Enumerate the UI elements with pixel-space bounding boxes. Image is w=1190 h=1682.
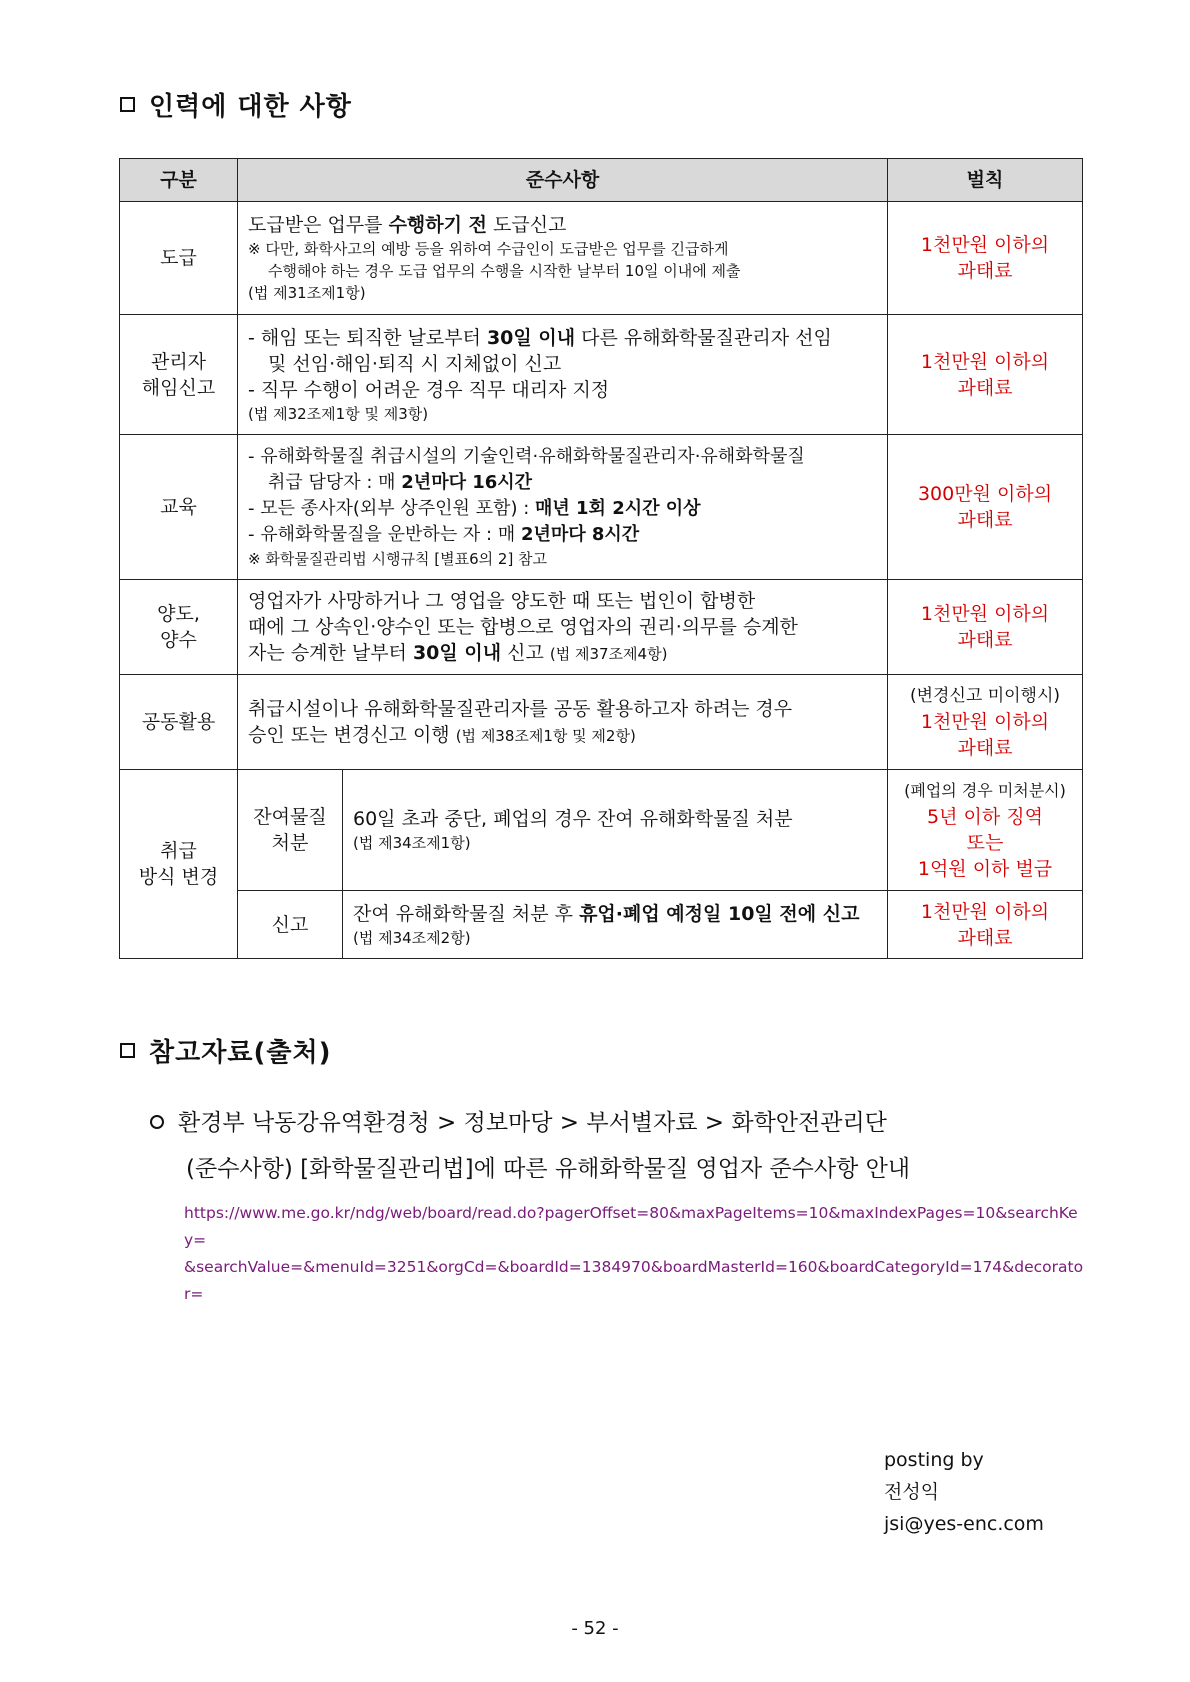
header-penalty: 벌칙 (888, 159, 1083, 202)
penalty-cell: 1천만원 이하의 과태료 (888, 202, 1083, 315)
reference-item: 환경부 낙동강유역환경청 > 정보마당 > 부서별자료 > 화학안전관리단 (준수사항) [화학물질관리법]에 따른 유해화학물질 영업자 준수사항 안내 (150, 1100, 1080, 1192)
requirement-cell: - 해임 또는 퇴직한 날로부터 30일 이내 다른 유해화학물질관리자 선임 및 선임·해임·퇴직 시 지체없이 신고 - 직무 수행이 어려운 경우 직무 대리자 지정 (법 제32조제1항 및 제3항) (238, 315, 888, 435)
checkbox-square-icon (120, 1043, 135, 1058)
penalty-cell: (폐업의 경우 미처분시) 5년 이하 징역 또는 1억원 이하 벌금 (888, 770, 1083, 891)
category-cell: 도급 (120, 202, 238, 315)
penalty-cell: 1천만원 이하의 과태료 (888, 315, 1083, 435)
penalty-cell: 1천만원 이하의 과태료 (888, 580, 1083, 675)
section-title-text: 인력에 대한 사항 (149, 92, 352, 122)
table-row-handling-change-disposal (120, 770, 1083, 891)
circle-bullet-icon (150, 1115, 164, 1129)
compliance-table (119, 158, 1083, 959)
table-row-transfer (120, 580, 1083, 675)
checkbox-square-icon (120, 97, 135, 112)
requirement-cell: - 유해화학물질 취급시설의 기술인력·유해화학물질관리자·유해화학물질 취급 담당자 : 매 2년마다 16시간 - 모든 종사자(외부 상주인원 포함) : 매년 1회 2시간 이상 - 유해화학물질을 운반하는 자 : 매 2년마다 8시간 ※ 화학물질관리법 시행규칙 [별표6의 2] 참고 (238, 435, 888, 580)
section-title-personnel (120, 86, 352, 123)
subcategory-cell: 잔여물질 처분 (238, 770, 343, 891)
page-number: - 52 - (571, 1618, 619, 1639)
table-row-manager-dismissal (120, 315, 1083, 435)
header-requirements: 준수사항 (238, 159, 888, 202)
requirement-cell: 60일 초과 중단, 폐업의 경우 잔여 유해화학물질 처분 (법 제34조제1항) (343, 770, 888, 891)
poster-email[interactable]: jsi@yes-enc.com (884, 1513, 1044, 1535)
requirement-cell: 영업자가 사망하거나 그 영업을 양도한 때 또는 법인이 합병한 때에 그 상속인·양수인 또는 합병으로 영업자의 권리·의무를 승계한 자는 승계한 날부터 30일 이내 신고 (법 제37조제4항) (238, 580, 888, 675)
table-header-row (120, 159, 1083, 202)
penalty-cell: (변경신고 미이행시) 1천만원 이하의 과태료 (888, 675, 1083, 770)
section-title-text: 참고자료(출처) (149, 1038, 332, 1068)
section-title-references (120, 1032, 331, 1069)
requirement-cell: 도급받은 업무를 수행하기 전 도급신고 ※ 다만, 화학사고의 예방 등을 위하여 수급인이 도급받은 업무를 긴급하게 수행해야 하는 경우 도급 업무의 수행을 시작한 날부터 10일 이내에 제출 (법 제31조제1항) (238, 202, 888, 315)
reference-url[interactable]: https://www.me.go.kr/ndg/web/board/read.do?pagerOffset=80&maxPageItems=10&maxIndexPages=10&searchKey= &searchValue=&menuId=3251&orgCd=&boardId=1384970&boardMasterId=160&boardCategoryId=174&decorator= (184, 1204, 1084, 1303)
category-cell: 취급 방식 변경 (120, 770, 238, 959)
category-cell: 교육 (120, 435, 238, 580)
penalty-cell: 1천만원 이하의 과태료 (888, 891, 1083, 959)
penalty-cell: 300만원 이하의 과태료 (888, 435, 1083, 580)
table-row-education (120, 435, 1083, 580)
poster-info: posting by 전성익 jsi@yes-enc.com (884, 1444, 1044, 1540)
requirement-cell: 취급시설이나 유해화학물질관리자를 공동 활용하고자 하려는 경우 승인 또는 변경신고 이행 (법 제38조제1항 및 제2항) (238, 675, 888, 770)
subcategory-cell: 신고 (238, 891, 343, 959)
table-row-handling-change-report (120, 891, 1083, 959)
header-category: 구분 (120, 159, 238, 202)
table-row-shared-use (120, 675, 1083, 770)
category-cell: 관리자 해임신고 (120, 315, 238, 435)
category-cell: 공동활용 (120, 675, 238, 770)
category-cell: 양도, 양수 (120, 580, 238, 675)
requirement-cell: 잔여 유해화학물질 처분 후 휴업·폐업 예정일 10일 전에 신고 (법 제34조제2항) (343, 891, 888, 959)
table-row-subcontract (120, 202, 1083, 315)
